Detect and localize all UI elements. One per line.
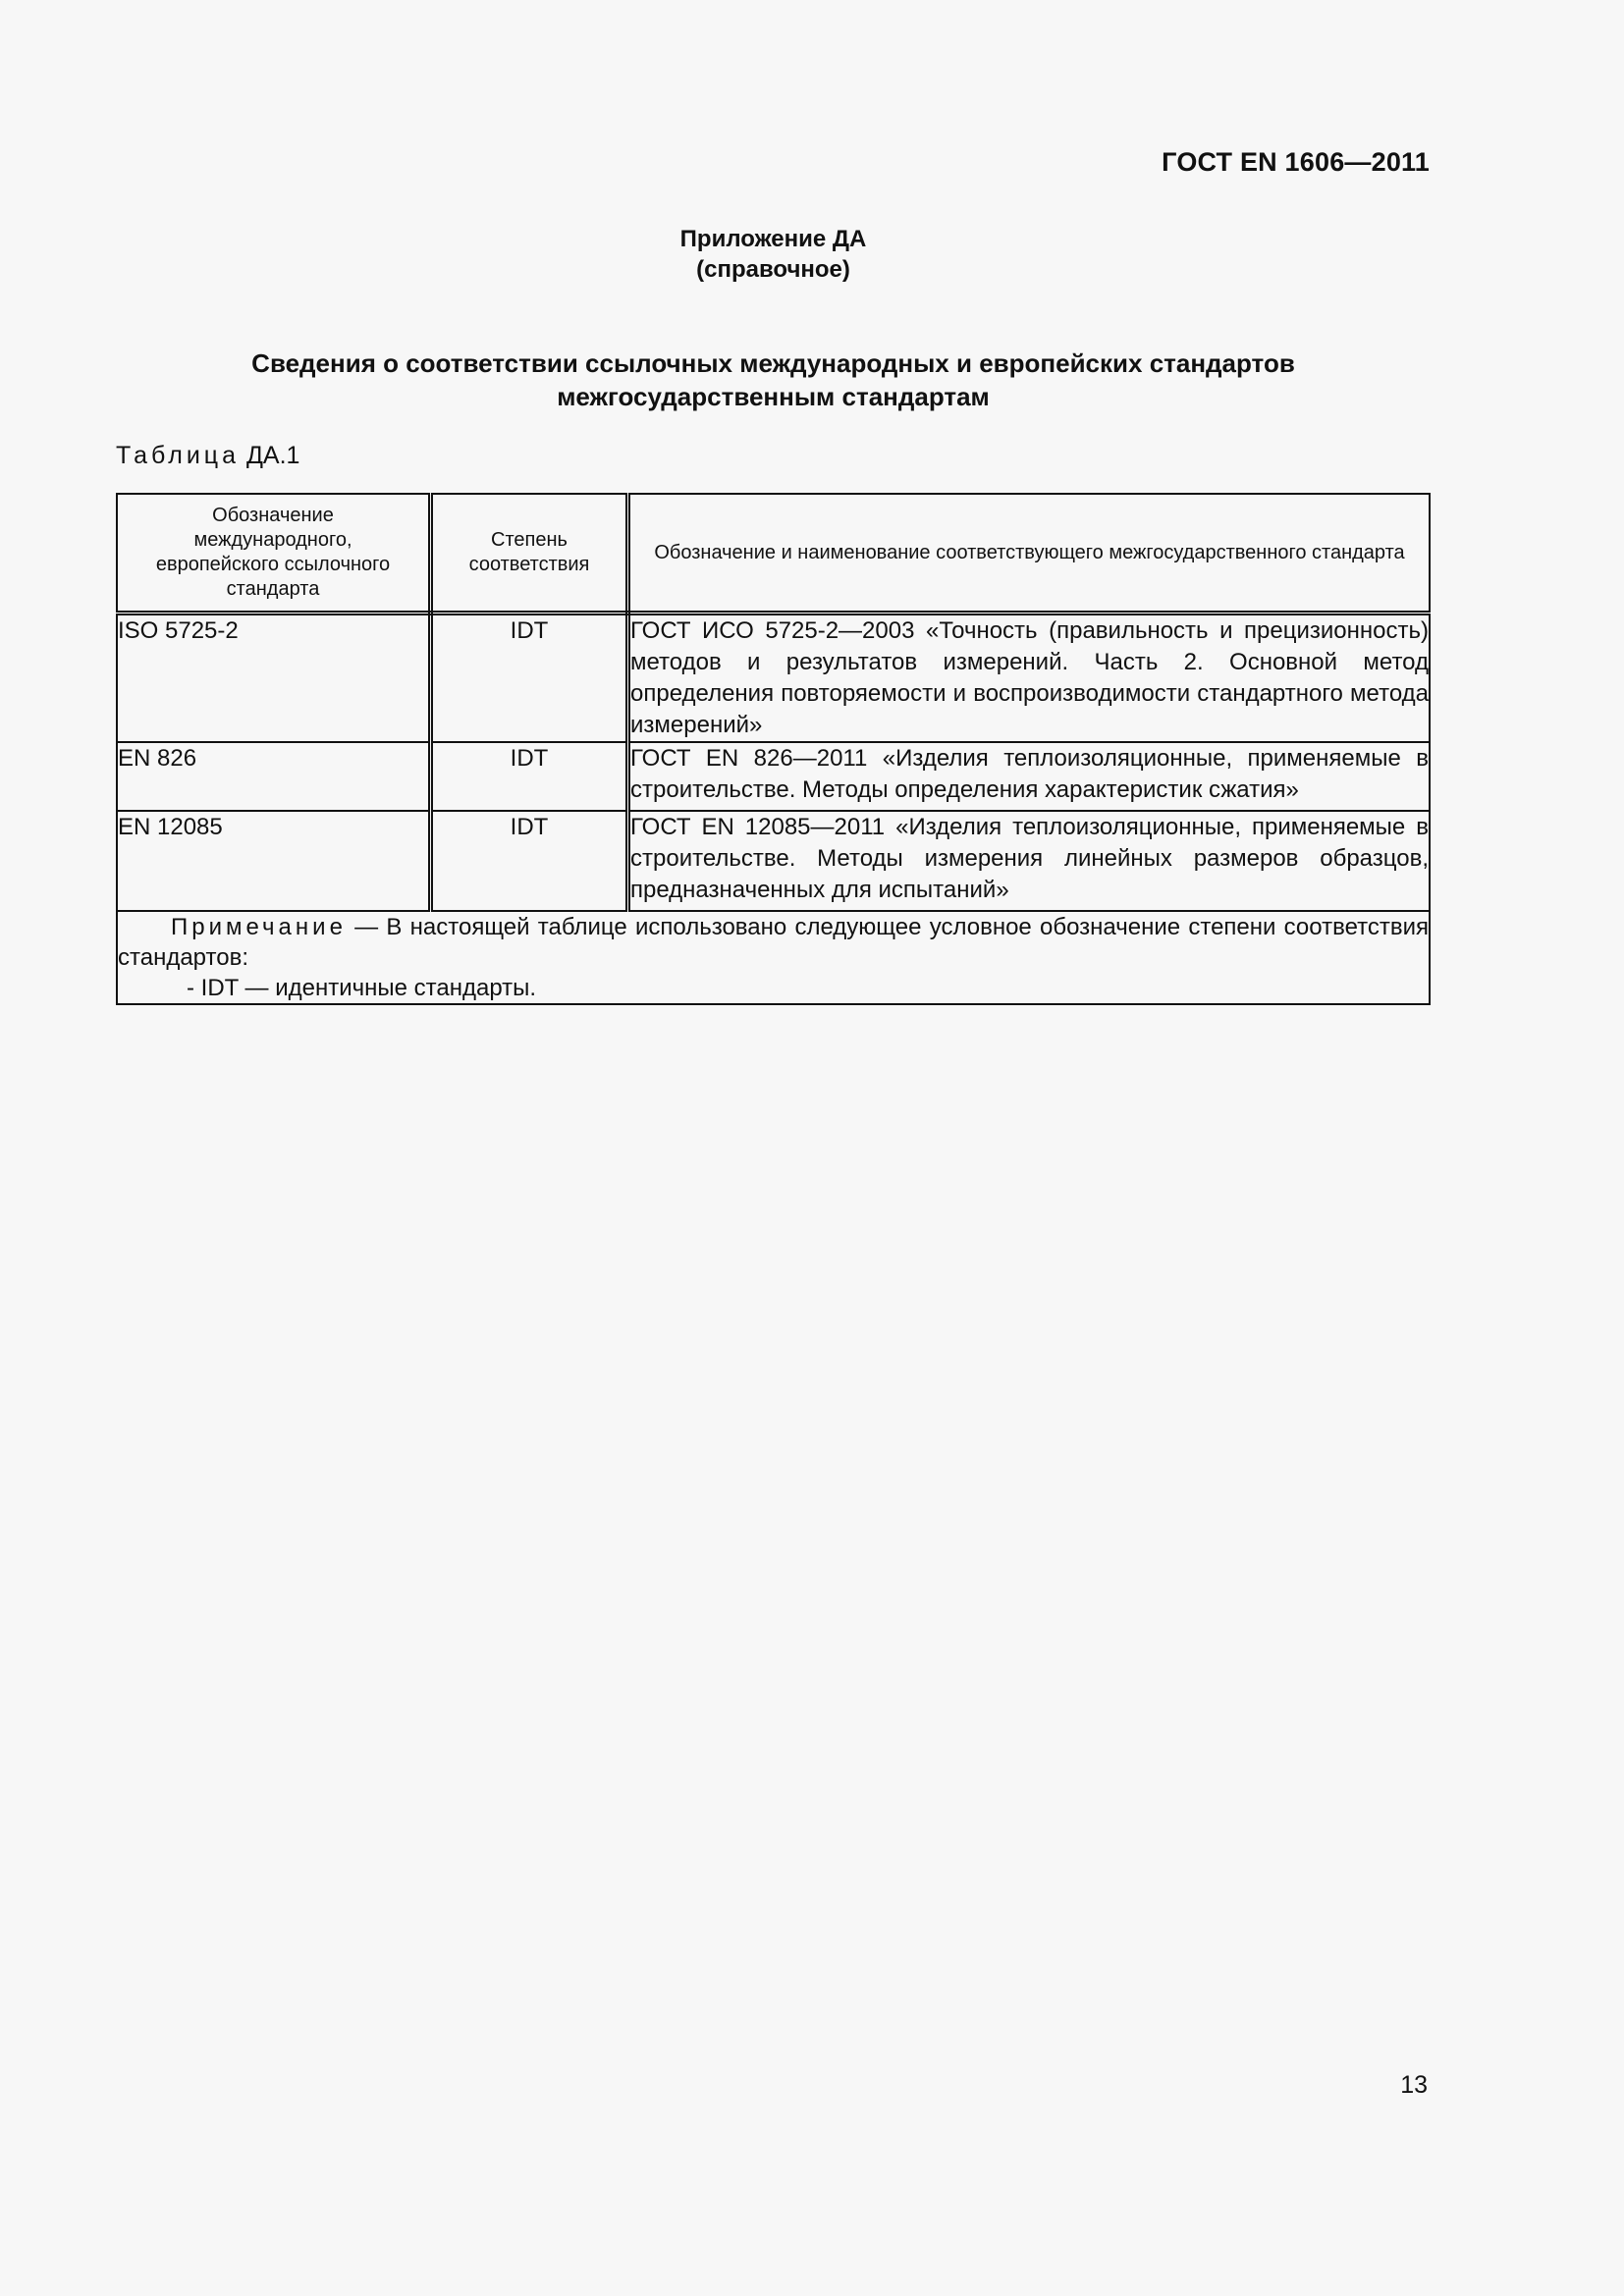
cell-degree: IDT <box>431 811 628 911</box>
page-number: 13 <box>1400 2071 1428 2099</box>
header-interstate-standard: Обозначение и наименование соответствующего межгосударственного стандарта <box>628 494 1431 614</box>
appendix-title: Приложение ДА <box>679 226 867 252</box>
cell-code: EN 826 <box>117 742 431 811</box>
standards-table <box>116 493 1431 1005</box>
section-title-line1: Сведения о соответствии ссылочных международных и европейских стандартов <box>251 348 1295 378</box>
appendix-subtitle: (справочное) <box>696 256 850 283</box>
table-note <box>117 911 1430 1004</box>
cell-description: ГОСТ ИСО 5725-2—2003 «Точность (правильность и прецизионность) методов и результатов измерений. Часть 2. Основной метод определения повторяемости и воспроизводимости стандартного метода измерений» <box>628 614 1431 743</box>
note-text: — В настоящей таблице использовано следующее условное обозначение степени соответствия стандартов: <box>118 914 1429 971</box>
appendix-heading <box>0 224 1546 285</box>
table-row <box>117 811 1430 911</box>
section-title <box>0 347 1546 413</box>
document-code: ГОСТ EN 1606—2011 <box>1162 147 1430 177</box>
note-item: - IDT — идентичные стандарты. <box>187 975 537 1001</box>
table-header-row <box>117 494 1430 614</box>
section-title-line2: межгосударственным стандартам <box>557 382 990 411</box>
note-label: Примечание <box>171 914 347 940</box>
cell-degree: IDT <box>431 614 628 743</box>
table-caption-label: Таблица <box>116 442 241 469</box>
table-row <box>117 742 1430 811</box>
table-caption <box>116 442 299 470</box>
header-international-standard: Обозначение международного, европейского ссылочного стандарта <box>117 494 431 614</box>
table-row <box>117 614 1430 743</box>
cell-description: ГОСТ EN 826—2011 «Изделия теплоизоляционные, применяемые в строительстве. Методы определения характеристик сжатия» <box>628 742 1431 811</box>
cell-code: EN 12085 <box>117 811 431 911</box>
header-degree: Степень соответствия <box>431 494 628 614</box>
cell-degree: IDT <box>431 742 628 811</box>
cell-description: ГОСТ EN 12085—2011 «Изделия теплоизоляционные, применяемые в строительстве. Методы измерения линейных размеров образцов, предназначенных для испытаний» <box>628 811 1431 911</box>
cell-code: ISO 5725-2 <box>117 614 431 743</box>
table-caption-number: ДА.1 <box>245 442 300 469</box>
table-note-row <box>117 911 1430 1004</box>
